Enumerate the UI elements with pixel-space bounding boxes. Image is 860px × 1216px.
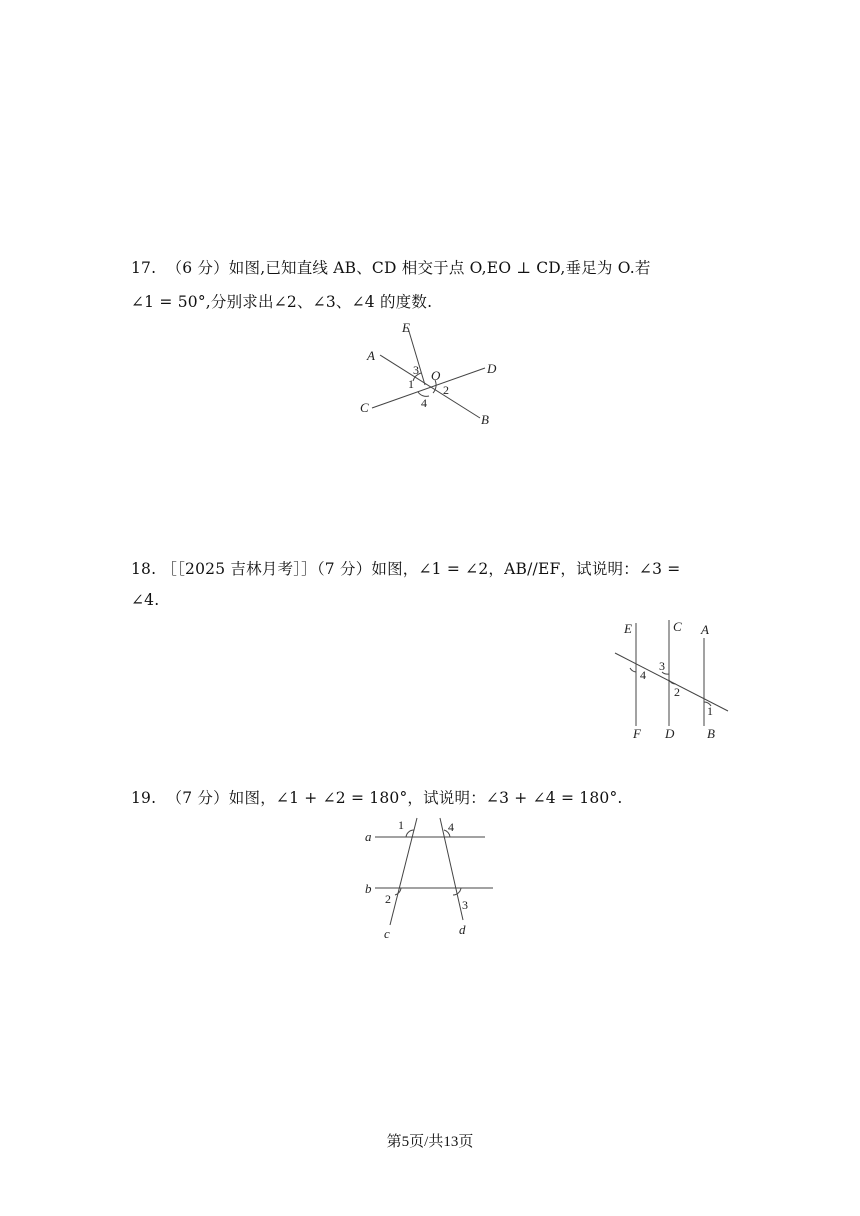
page-footer: 第5页/共13页	[386, 1134, 474, 1150]
angle-1-label: 1	[707, 704, 713, 718]
label-d: D	[665, 726, 675, 741]
angle-1-label: 1	[398, 818, 404, 832]
label-a: A	[367, 348, 375, 363]
angle-2-label: 2	[385, 892, 391, 906]
problem-19-figure	[360, 815, 500, 945]
angle-3-label: 3	[659, 659, 665, 673]
problem-17-text-line1: 17. （6 分）如图,已知直线 AB、CD 相交于点 O,EO ⊥ CD,垂足为 O.若	[131, 259, 651, 277]
label-e: E	[624, 621, 632, 636]
problem-19-text-line1: 19. （7 分）如图，∠1 + ∠2 = 180°，试说明：∠3 + ∠4 = 180°.	[131, 789, 623, 807]
line-cd	[372, 368, 485, 408]
label-d: d	[459, 922, 466, 937]
line-ab	[380, 355, 480, 418]
label-o: O	[431, 368, 441, 383]
problem-18-text-line1: 18. ［［2025 吉林月考］］（7 分）如图，∠1 = ∠2，AB//EF，试说明：∠3 =	[131, 560, 681, 578]
transversal	[615, 653, 728, 711]
angle-3-label: 3	[413, 363, 419, 377]
angle-2-label: 2	[443, 383, 449, 397]
label-f: F	[633, 726, 641, 741]
label-e: E	[402, 320, 410, 335]
label-c: C	[360, 400, 369, 415]
problem-18-figure	[612, 618, 737, 746]
angle-3-label: 3	[462, 898, 468, 912]
label-b: B	[707, 726, 715, 741]
label-c: C	[673, 619, 682, 634]
label-b: B	[481, 412, 489, 427]
angle-1-label: 1	[408, 377, 414, 391]
problem-17-text-line2: ∠1 = 50°,分别求出∠2、∠3、∠4 的度数.	[131, 293, 433, 311]
label-c: c	[384, 926, 390, 941]
angle-4-label: 4	[421, 396, 427, 410]
angle-4-label: 4	[448, 820, 454, 834]
angle-4-label: 4	[640, 668, 646, 682]
angle-2-label: 2	[674, 685, 680, 699]
label-b: b	[365, 881, 372, 896]
problem-17-figure	[355, 318, 515, 428]
problem-18-text-line2: ∠4.	[131, 591, 160, 609]
label-a: A	[701, 622, 709, 637]
line-c	[390, 818, 417, 925]
label-a: a	[365, 829, 372, 844]
label-d: D	[487, 361, 497, 376]
